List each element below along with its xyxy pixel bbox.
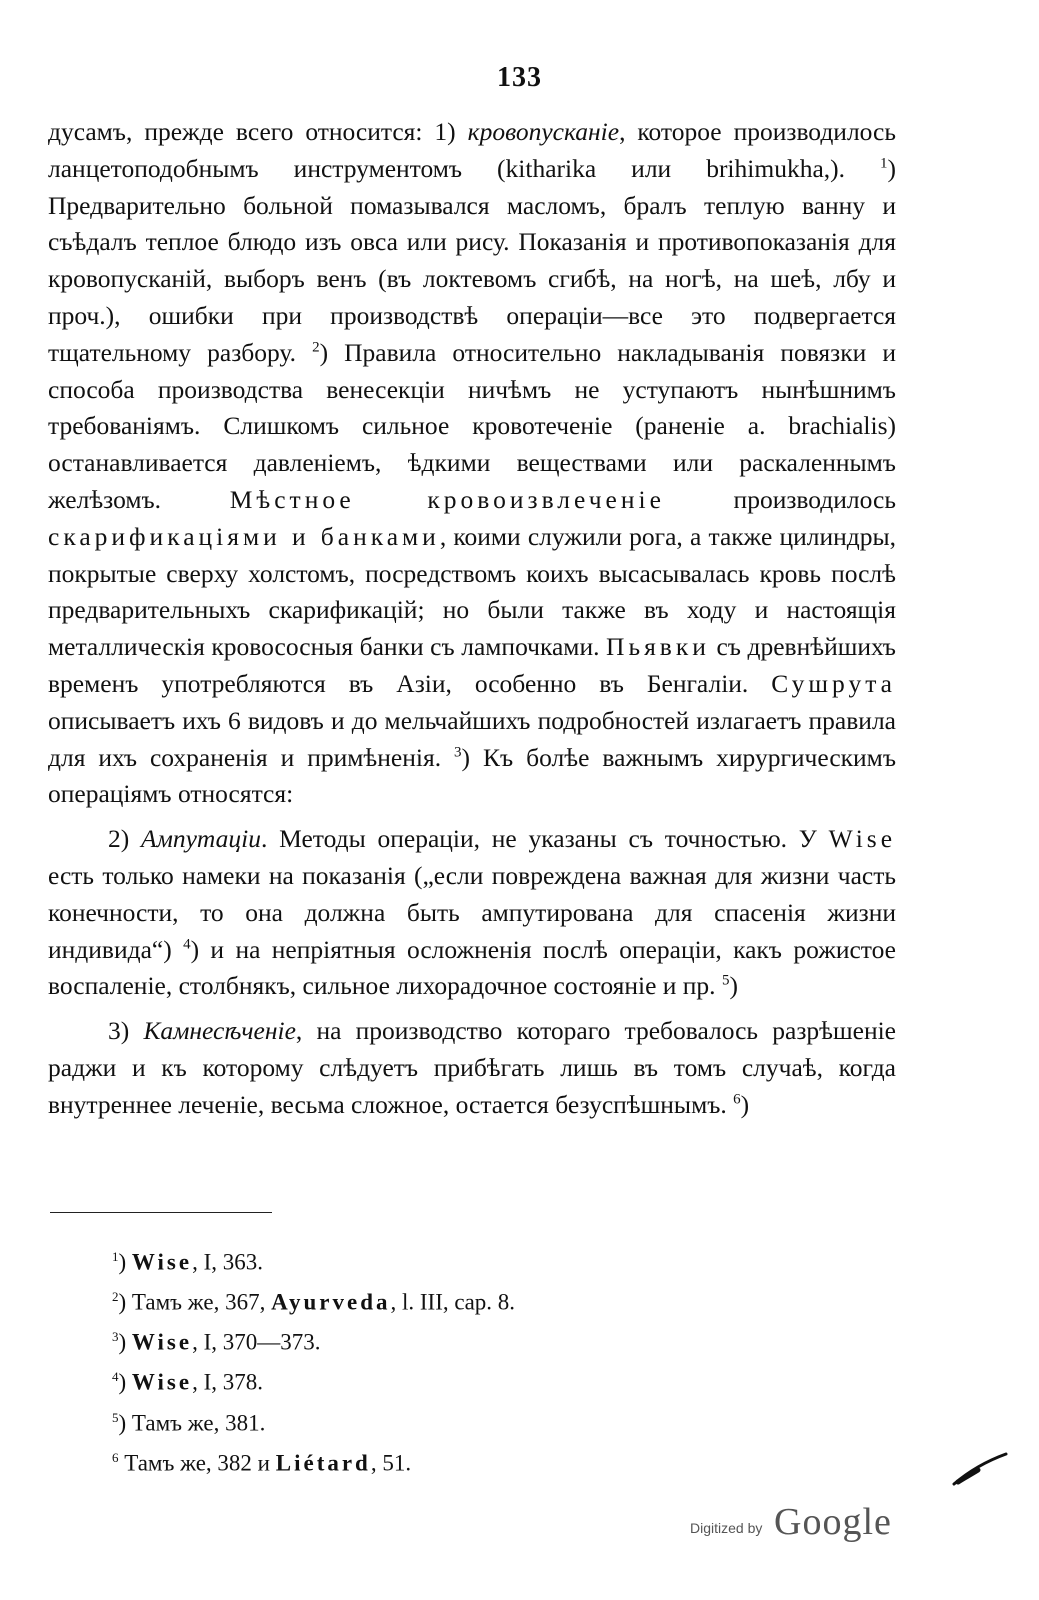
footnote-source: Wise xyxy=(131,1370,193,1396)
footnote-mark: 4 xyxy=(112,1369,119,1385)
watermark-prefix: Digitized by xyxy=(690,1520,763,1536)
footnote-source: Ayurveda xyxy=(271,1289,391,1315)
text-run: ) xyxy=(740,1089,750,1119)
footnote-mark: 5 xyxy=(112,1409,119,1425)
pen-stroke-mark xyxy=(950,1448,1010,1488)
footnote-source: Wise xyxy=(131,1249,193,1275)
footnote-ref: 6 xyxy=(733,1091,741,1108)
footnote-mark: 1 xyxy=(112,1249,119,1264)
footnote xyxy=(112,1320,812,1360)
paragraph-bloodletting xyxy=(48,114,896,813)
footnote-ref: 3 xyxy=(454,744,462,761)
text-run: , коими служили рога, а также цилиндры, покрытые сверху холстомъ, посредствомъ коихъ высасывалась кровь послѣ предварительныхъ скарификацій; но были также въ ходу и настоящія металлическія кровососныя банки съ лампочками. xyxy=(48,521,896,662)
text-run: описываетъ ихъ 6 видовъ и до мельчайшихъ подробностей излагаетъ правила для ихъ сохраненія и примѣненія. xyxy=(48,705,896,772)
term-spaced: Сушрута xyxy=(771,668,896,698)
footnote-text: ) xyxy=(118,1329,132,1355)
footnote-text: ) Тамъ же, 367, xyxy=(118,1289,272,1315)
footnote-ref: 2 xyxy=(312,339,320,356)
footnote xyxy=(112,1401,812,1441)
text-run: есть только намеки на показанія („если повреждена важная для жизни часть конечности, то она должна быть ампутирована для спасенія жизни индивида“) xyxy=(48,860,896,964)
footnote-mark: 2 xyxy=(112,1289,119,1305)
footnotes xyxy=(112,1240,812,1481)
text-run: . Методы операціи, не указаны съ точностью. У xyxy=(261,824,829,854)
term-spaced: скарификаціями и банками xyxy=(48,521,440,551)
footnote-ref: 1 xyxy=(880,155,888,172)
footnote-text: ) xyxy=(118,1249,132,1275)
footnote xyxy=(112,1360,812,1400)
text-run: съ древнѣйшихъ временъ употребляются въ Азіи, особенно въ Бенгаліи. xyxy=(48,632,896,698)
footnote-text: , l. III, cap. 8. xyxy=(390,1289,516,1315)
footnote-text: , I, 370—373. xyxy=(192,1329,321,1355)
footnote-divider xyxy=(50,1212,272,1213)
term-spaced: Wise xyxy=(828,824,897,854)
term-italic: Ампутаціи xyxy=(141,824,261,854)
term-italic: Камнесѣченіе xyxy=(143,1016,296,1046)
text-run: ) Правила относительно накладыванія повязки и способа производства венесекціи ничѣмъ не уступаютъ нынѣшнимъ требованіямъ. Слишкомъ сильное кровотеченіе (раненіе a. brachialis) останавливается давленіемъ, ѣдкими веществами или раскаленнымъ желѣзомъ. xyxy=(48,337,896,514)
text-run: ) Предварительно больной помазывался масломъ, бралъ теплую ванну и съѣдалъ теплое блюдо изъ овса или рису. Показанія и противопоказанія для кровопусканій, выборъ венъ (въ локтевомъ сгибѣ, на ногѣ, на шеѣ, лбу и проч.), ошибки при производствѣ операціи—все это подвергается тщательному разбору. xyxy=(48,153,896,367)
digitized-by-google-watermark xyxy=(690,1500,900,1550)
page-number: 133 xyxy=(497,62,542,93)
term-spaced: Мѣстное кровоизвлеченіе xyxy=(229,484,665,514)
text-run: ) Къ болѣе важнымъ хирургическимъ операціямъ относятся: xyxy=(48,742,897,809)
footnote-text: , 51. xyxy=(370,1450,412,1476)
text-run: производилось xyxy=(664,484,896,514)
term-italic: кровопусканіе xyxy=(467,117,620,146)
footnote-mark: 6 xyxy=(112,1449,119,1465)
footnote-text: , I, 378. xyxy=(192,1370,263,1396)
footnote-text: ) xyxy=(118,1370,132,1396)
footnote-text: , I, 363. xyxy=(192,1249,263,1275)
footnote-source: Liétard xyxy=(275,1450,371,1476)
footnote-ref: 5 xyxy=(721,972,730,989)
footnote xyxy=(112,1280,812,1320)
footnote-ref: 4 xyxy=(183,936,191,953)
text-run: , на производство котораго требовалось разрѣшеніе раджи и къ которому слѣдуетъ прибѣгать лишь въ томъ случаѣ, когда внутреннее леченіе, весьма сложное, остается безуспѣшнымъ. xyxy=(48,1016,896,1119)
body-text xyxy=(48,114,896,1124)
paragraph-amputation xyxy=(48,821,896,1005)
paragraph-lithotomy xyxy=(48,1013,896,1123)
text-run: ) и на непріятныя осложненія послѣ операціи, какъ рожистое воспаленіе, столбнякъ, сильное лихорадочное состояніе и пр. xyxy=(48,934,896,1001)
footnote xyxy=(112,1240,812,1280)
footnote-source: Wise xyxy=(131,1329,193,1355)
footnote xyxy=(112,1441,812,1481)
text-run: 3) xyxy=(108,1016,144,1046)
text-run: , которое производилось ланцетоподобнымъ инструментомъ (kitharika или brihimukha,). xyxy=(48,117,896,183)
google-logo: Google xyxy=(774,1501,892,1543)
footnote-text: ) Тамъ же, 381. xyxy=(118,1410,266,1436)
text-run: ) xyxy=(729,971,738,1001)
footnote-text: Тамъ же, 382 и xyxy=(118,1450,276,1476)
text-run: 2) xyxy=(108,824,142,854)
text-run: дусамъ, прежде всего относится: 1) xyxy=(48,117,468,146)
footnote-mark: 3 xyxy=(112,1329,119,1345)
term-spaced: Пьявки xyxy=(606,632,710,662)
